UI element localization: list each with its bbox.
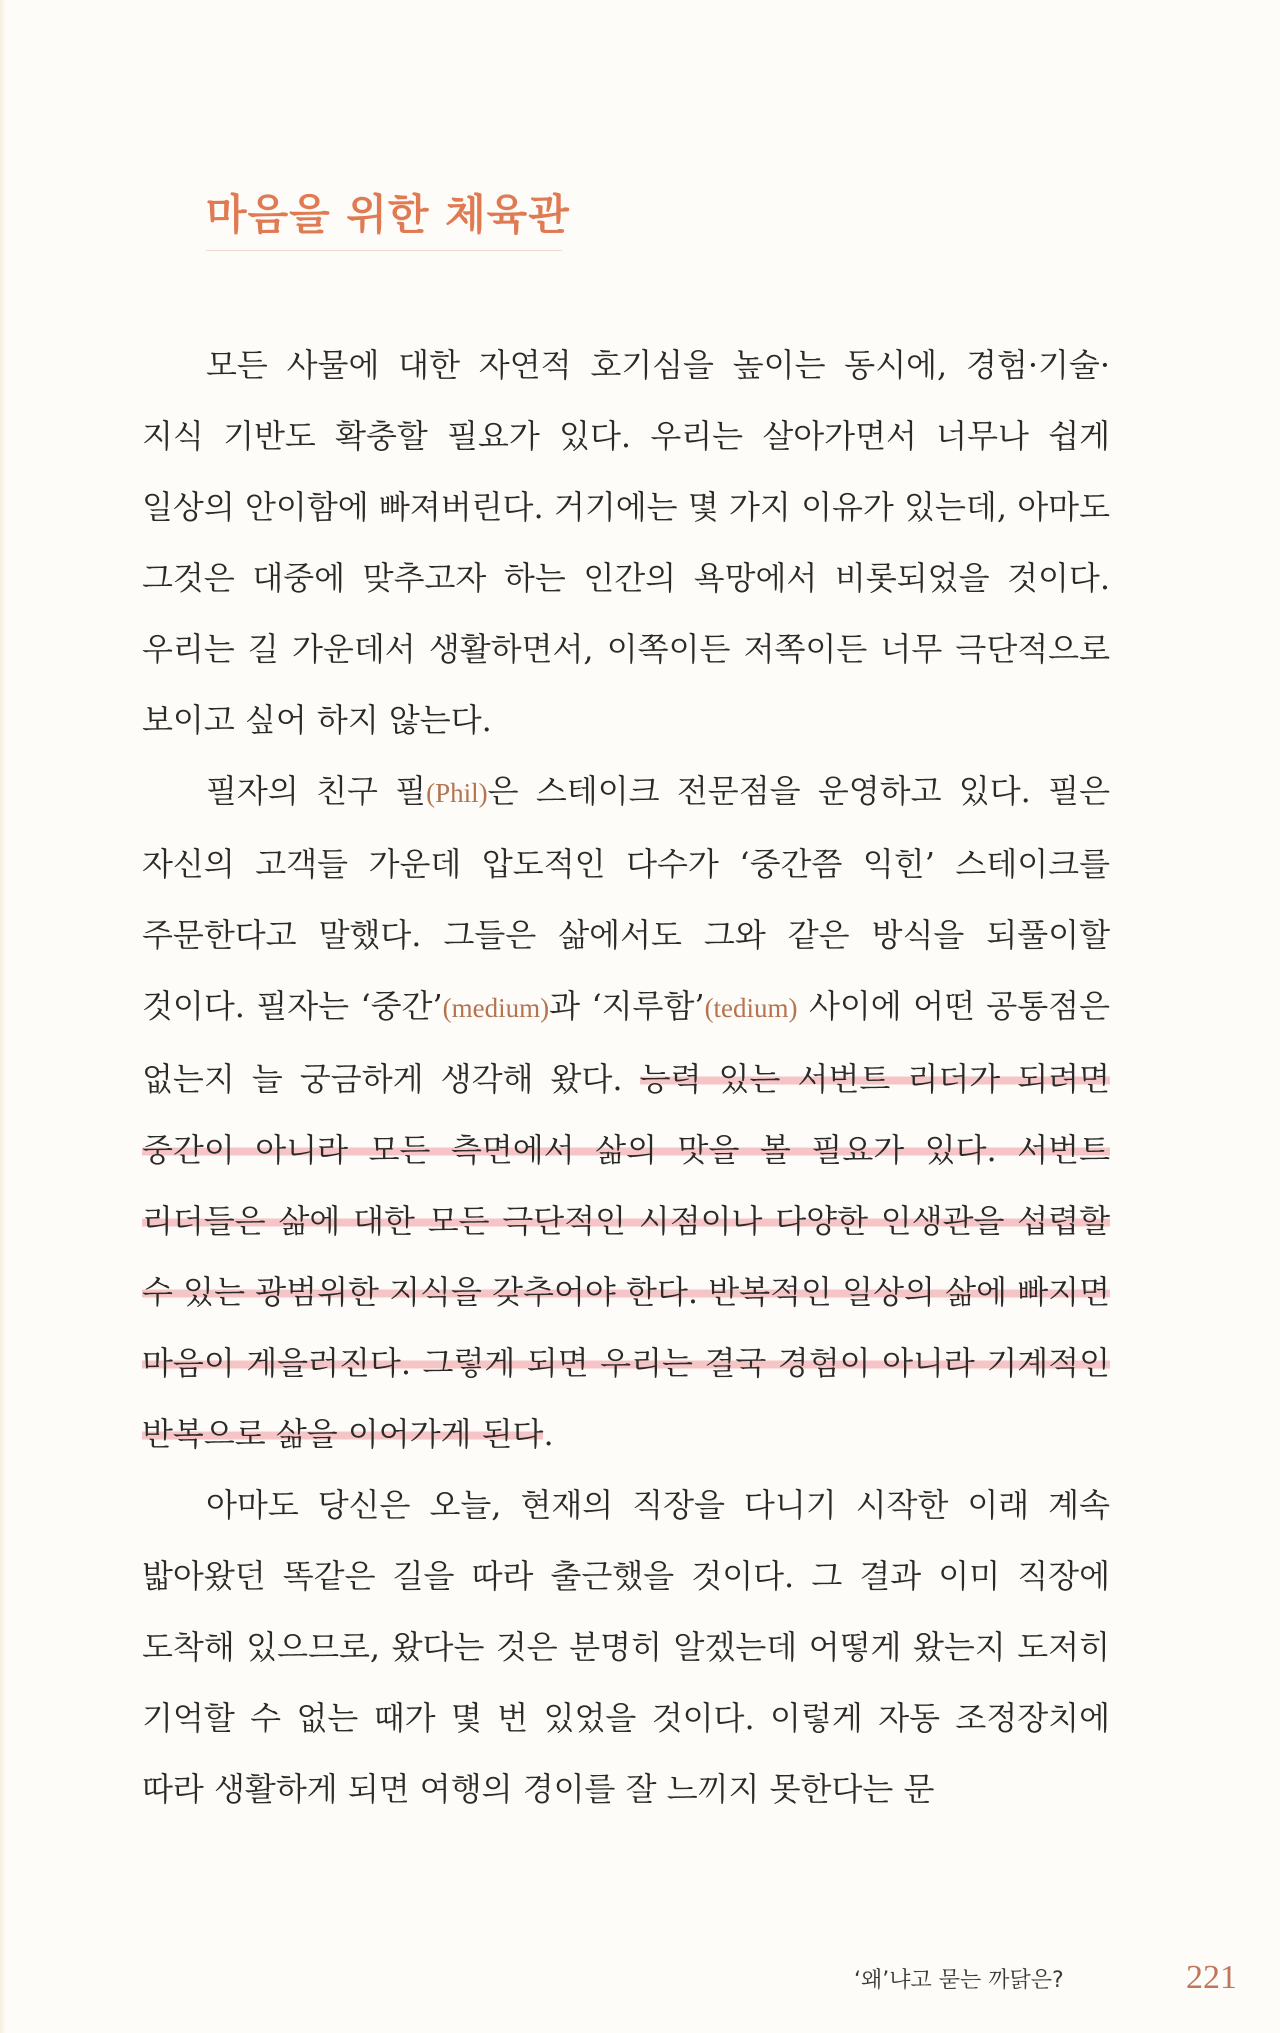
paragraph-2-text-3: 과 ‘지루함’ — [549, 987, 705, 1025]
paragraph-1: 모든 사물에 대한 자연적 호기심을 높이는 동시에, 경험·기술·지식 기반도 확충할 필요가 있다. 우리는 살아가면서 너무나 쉽게 일상의 안이함에 빠져버린다. 거기에는 몇 가지 이유가 있는데, 아마도 그것은 대중에 맞추고자 하는 인간의 욕망에서 비롯되었을 것이다. 우리는 길 가운데서 생활하면서, 이쪽이든 저쪽이든 너무 극단적으로 보이고 싶어 하지 않는다. — [142, 346, 1110, 739]
paragraph-2-text-1: 필자의 친구 필 — [206, 772, 427, 810]
paragraph-3: 아마도 당신은 오늘, 현재의 직장을 다니기 시작한 이래 계속 밟아왔던 똑같은 길을 따라 출근했을 것이다. 그 결과 이미 직장에 도착해 있으므로, 왔다는 것은 분명히 알겠는데 어떻게 왔는지 도저히 기억할 수 없는 때가 몇 번 있었을 것이다. 이렇게 자동 조정장치에 따라 생활하게 되면 여행의 경이를 잘 느끼지 못한다는 문 — [142, 1486, 1110, 1808]
page-edge — [0, 0, 6, 2033]
section-title: 마음을 위한 체육관 — [206, 190, 570, 239]
english-gloss-medium: (medium) — [442, 993, 550, 1023]
highlighted-passage: 능력 있는 서번트 리더가 되려면 중간이 아니라 모든 측면에서 삶의 맛을 볼 필요가 있다. 서번트 리더들은 삶에 대한 모든 극단적인 시점이나 다양한 인생관을 섭렵할 수 있는 광범위한 지식을 갖추어야 한다. 반복적인 일상의 삶에 빠지면 마음이 게을러진다. 그렇게 되면 우리는 결국 경험이 아니라 기계적인 반복으로 삶을 이어가게 된다 — [142, 1060, 1111, 1453]
paragraph-2-text-4: 사이에 어떤 공통점은 없는지 늘 궁금하게 생각해 왔다. — [142, 987, 1111, 1098]
running-footer-title: ‘왜’냐고 묻는 까닭은? — [854, 1968, 1064, 1993]
body-text — [142, 330, 1110, 1825]
english-gloss-phil: (Phil) — [426, 778, 488, 808]
english-gloss-tedium: (tedium) — [704, 993, 798, 1023]
page-number: 221 — [1186, 1959, 1237, 1996]
paragraph-2-text-2: 은 스테이크 전문점을 운영하고 있다. 필은 자신의 고객들 가운데 압도적인 다수가 ‘중간쯤 익힌’ 스테이크를 주문한다고 말했다. 그들은 삶에서도 그와 같은 방식을 되풀이할 것이다. 필자는 ‘중간’ — [142, 772, 1110, 1025]
paragraph-2 — [142, 756, 1110, 1470]
paragraph-2-text-5: . — [543, 1415, 554, 1453]
section-title-underline — [206, 250, 562, 251]
